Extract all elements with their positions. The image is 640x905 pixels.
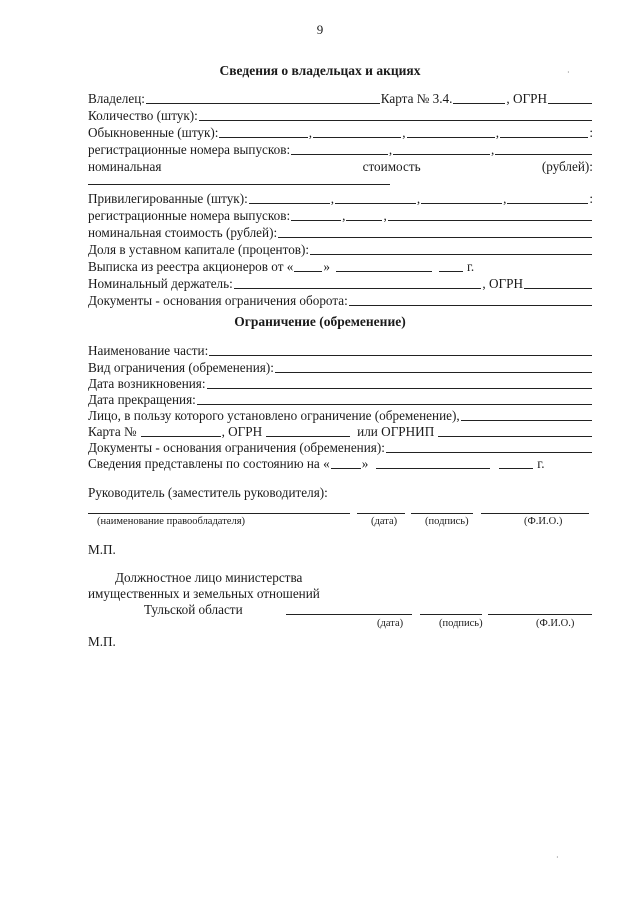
start-date-field[interactable]	[207, 376, 592, 389]
official-line-2: имущественных и земельных отношений	[88, 586, 320, 601]
stamp-label-1: М.П.	[88, 542, 116, 557]
extract-day-field[interactable]	[294, 259, 322, 272]
ogrn2-field[interactable]	[266, 424, 350, 437]
card-number-field[interactable]	[453, 91, 505, 104]
part-label: Наименование части:	[88, 343, 209, 358]
official-date-line[interactable]	[286, 614, 412, 615]
head-fio-line[interactable]	[481, 513, 589, 514]
extract-mid: »	[323, 259, 330, 274]
state-mid: »	[361, 456, 369, 471]
extract-month-field[interactable]	[336, 259, 432, 272]
share-label: Доля в уставном капитале (процентов):	[88, 242, 310, 257]
scan-speck: ·	[567, 68, 570, 77]
state-year-suffix: г.	[537, 456, 545, 471]
reg-number2-field-3[interactable]	[388, 208, 592, 221]
owner-label: Владелец:	[88, 91, 145, 106]
nominal-cost-label: номинальная стоимость (рублей):	[88, 225, 278, 240]
ogrnip-field[interactable]	[438, 424, 592, 437]
head-label: Руководитель (заместитель руководителя):	[88, 485, 328, 500]
holder-caption: (наименование правообладателя)	[97, 516, 246, 527]
kind-field[interactable]	[275, 360, 592, 373]
reg-number-field-2[interactable]	[393, 142, 490, 155]
card-label: Карта № 3.4.	[380, 91, 453, 106]
nominal-cost-rub-field[interactable]	[278, 225, 592, 238]
reg-numbers-label: регистрационные номера выпусков:	[88, 142, 291, 157]
docs-field[interactable]	[349, 293, 592, 306]
end-date-field[interactable]	[197, 392, 592, 405]
owner-row	[88, 88, 593, 106]
owner-field[interactable]	[146, 91, 380, 104]
person-label: Лицо, в пользу которого установлено ограничение (обременение),	[88, 408, 460, 423]
official-fio-line[interactable]	[488, 614, 592, 615]
ordinary-field-3[interactable]	[407, 125, 495, 138]
ordinary-field-2[interactable]	[313, 125, 401, 138]
stamp-label-2: М.П.	[88, 634, 116, 649]
person-field[interactable]	[461, 408, 592, 421]
ogrn-field[interactable]	[548, 91, 592, 104]
quantity-field[interactable]	[199, 108, 592, 121]
rubles-word: (рублей):	[541, 159, 593, 174]
card2-number-field[interactable]	[141, 424, 221, 437]
section-title-restriction: Ограничение (обременение)	[234, 314, 406, 329]
reg-number2-field-2[interactable]	[346, 208, 382, 221]
state-date-row	[88, 453, 593, 471]
reg-number-field-1[interactable]	[291, 142, 388, 155]
part-row	[88, 340, 593, 358]
official-signature-line[interactable]	[420, 614, 482, 615]
official-fio-caption: (Ф.И.О.)	[536, 618, 575, 629]
ordinary-field-1[interactable]	[219, 125, 307, 138]
extract-row	[88, 256, 593, 274]
share-row	[88, 239, 593, 257]
nominal-word: номинальная	[88, 159, 162, 174]
nominal-cost-field[interactable]	[88, 184, 390, 185]
state-month-field[interactable]	[376, 456, 490, 469]
official-signature-caption: (подпись)	[439, 618, 483, 629]
ogrn-label: , ОГРН	[506, 91, 547, 106]
reg-numbers-label-2: регистрационные номера выпусков:	[88, 208, 291, 223]
nominee-ogrn-label: , ОГРН	[482, 276, 523, 291]
extract-label: Выписка из реестра акционеров от «	[88, 259, 294, 274]
kind-label: Вид ограничения (обременения):	[88, 360, 274, 375]
holder-name-line[interactable]	[88, 513, 350, 514]
official-date-caption: (дата)	[377, 618, 404, 629]
head-signature-line[interactable]	[411, 513, 473, 514]
state-year-field[interactable]	[499, 456, 533, 469]
quantity-row	[88, 105, 593, 123]
state-day-field[interactable]	[331, 456, 361, 469]
restriction-docs-field[interactable]	[386, 440, 592, 453]
nominee-label: Номинальный держатель:	[88, 276, 233, 291]
head-date-line[interactable]	[357, 513, 405, 514]
card2-label: Карта №	[88, 424, 137, 439]
share-field[interactable]	[310, 242, 592, 255]
preferred-field-3[interactable]	[421, 191, 502, 204]
head-date-caption: (дата)	[371, 516, 398, 527]
nominal-cost-rub-row	[88, 222, 593, 240]
section-title-owners: Сведения о владельцах и акциях	[219, 63, 421, 78]
docs-label: Документы - основания ограничения оборота:	[88, 293, 348, 308]
ogrnip-label: или ОГРНИП	[357, 424, 435, 439]
preferred-label: Привилегированные (штук):	[88, 191, 248, 206]
preferred-row: Привилегированные (штук): , , , :	[88, 191, 594, 206]
end-date-label: Дата прекращения:	[88, 392, 196, 407]
state-label: Сведения представлены по состоянию на «	[88, 456, 330, 471]
nominee-field[interactable]	[234, 276, 482, 289]
nominee-ogrn-field[interactable]	[524, 276, 592, 289]
extract-year-field[interactable]	[439, 259, 463, 272]
head-fio-caption: (Ф.И.О.)	[524, 516, 563, 527]
start-date-label: Дата возникновения:	[88, 376, 206, 391]
head-signature-caption: (подпись)	[425, 516, 469, 527]
official-line-3: Тульской области	[144, 602, 243, 617]
reg-number2-field-1[interactable]	[291, 208, 341, 221]
ogrn2-label: , ОГРН	[221, 424, 263, 439]
reg-numbers-row-2: регистрационные номера выпусков: , ,	[88, 205, 593, 223]
scan-speck: ·	[556, 853, 559, 862]
preferred-field-2[interactable]	[335, 191, 416, 204]
nominal-cost-row	[88, 156, 593, 174]
ordinary-row: Обыкновенные (штук): , , , :	[88, 125, 593, 140]
preferred-field-4[interactable]	[507, 191, 588, 204]
official-line-1: Должностное лицо министерства	[115, 570, 303, 585]
docs-row	[88, 290, 593, 308]
ordinary-label: Обыкновенные (штук):	[88, 125, 219, 140]
extract-year-suffix: г.	[466, 259, 475, 274]
part-field[interactable]	[209, 343, 592, 356]
preferred-field-1[interactable]	[249, 191, 330, 204]
restriction-docs-label: Документы - основания ограничения (обременения):	[88, 440, 385, 455]
reg-numbers-row: регистрационные номера выпусков: , ,	[88, 139, 593, 157]
quantity-label: Количество (штук):	[88, 108, 198, 123]
ordinary-field-4[interactable]	[500, 125, 588, 138]
page-number: 9	[316, 22, 324, 37]
cost-word: стоимость	[362, 159, 421, 174]
nominee-row	[88, 273, 593, 291]
reg-number-field-3[interactable]	[495, 142, 592, 155]
